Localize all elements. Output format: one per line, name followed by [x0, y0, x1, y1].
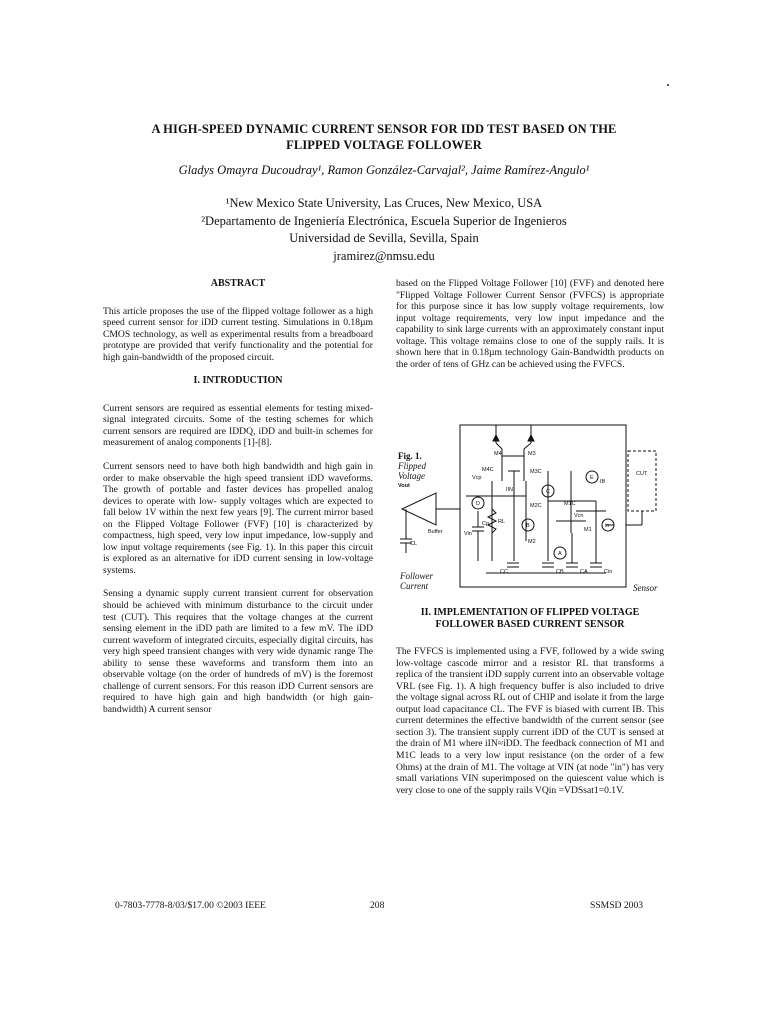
abstract-heading: ABSTRACT — [210, 278, 266, 289]
intro-heading: I. INTRODUCTION — [193, 375, 283, 387]
label-node-a: A — [558, 551, 562, 557]
affiliation-2: ²Departamento de Ingeniería Electrónica, Escuela Superior de Ingenieros — [201, 213, 567, 228]
fvfcs-intro-paragraph: based on the Flipped Voltage Follower [10] (FVF) and denoted here "Flipped Voltage Follower Current Sensor (FVFCS) is appropriate for this purpose since it has low supply voltage requirements, low input voltage requirements, very low input impedance and the capability to sink large currents with an approximately constant input voltage. This voltage remains close to one of the supply rails. It is shown here that in 0.18µm technology Gain-Bandwidth products on the order of tens of GHz can be achieved using the FVFCS. — [396, 278, 664, 370]
label-cin: Cin — [604, 569, 613, 575]
intro-paragraph-2: Current sensors need to have both high bandwidth and high gain in order to make observable the high speed transient iDD waveforms. The growth of portable and faster devices has propelled analog devices to operate with low- supply voltages which are expected to fall below 1V within the next few years [9]. The current mirror based on the Flipped Voltage Follower (FVF) [10] is characterized by compactness, high speed, very low input impedance, low-supply and low input voltage requirements (see Fig. 1). In this paper this circuit is explored as an alternative for iDD current sensing in low-voltage systems. — [103, 461, 373, 576]
circuit-schematic — [396, 421, 664, 599]
label-buffer: Buffer — [428, 529, 443, 535]
label-vout: Vout — [398, 483, 410, 489]
label-rl: RL — [498, 519, 506, 525]
label-vcp: Vcp — [472, 475, 482, 481]
label-m3c: M3C — [530, 469, 542, 475]
label-m1c: M1C — [564, 501, 576, 507]
abstract-text: This article proposes the use of the flipped voltage follower as a high speed current sensor for iDD current testing. Simulations in 0.18µm CMOS technology, as well as experimental results from a breadboard prototype are provided that verify functionality and the potential for high gain-bandwidth of the proposed circuit. — [103, 305, 373, 363]
label-cc: CC — [500, 569, 508, 575]
label-m2c: M2C — [530, 503, 542, 509]
label-m4c: M4C — [482, 467, 494, 473]
authors: Gladys Omayra Ducoudray¹, Ramon González-Carvajal², Jaime Ramírez-Angulo¹ — [178, 163, 590, 177]
figure-caption-right: Sensor — [633, 583, 658, 593]
label-ib: IB — [600, 479, 606, 485]
label-vin: Vin — [464, 531, 472, 537]
title-line-2: FLIPPED VOLTAGE FOLLOWER — [286, 138, 482, 152]
label-cl: CL — [410, 541, 418, 547]
label-iin: IIN — [506, 487, 514, 493]
affiliations — [60, 195, 708, 265]
intro-paragraph-3: Sensing a dynamic supply current transient current for observation should be achieved with minimum disturbance to the circuit under test (CUT). This requires that the voltage changes at the current sensing element in the iDD path are limited to a few mV. The iDD current waveform of integrated circuits, especially digital circuits, has very high speed transient changes with very wide dynamic range The ability to sense these waveforms and transform them into an observable voltage (on the order of hundreds of mV) is the foremost challenge of current sensors. For this reason iDD Current sensors are required to have high gain and high bandwidth (or high gain-bandwidth) A current sensor — [103, 588, 373, 715]
buffer-triangle — [402, 493, 436, 525]
label-node-in: in — [605, 523, 610, 529]
label-m1: M1 — [584, 527, 592, 533]
label-cp: Cp — [482, 521, 490, 527]
affiliation-1: ¹New Mexico State University, Las Cruces, New Mexico, USA — [225, 196, 543, 210]
label-cb: CB — [556, 569, 564, 575]
label-m3: M3 — [528, 451, 536, 457]
footer-conference: SSMSD 2003 — [590, 900, 644, 911]
page-number: 208 — [370, 900, 385, 911]
label-m2: M2 — [528, 539, 536, 545]
stray-mark — [667, 84, 669, 86]
figure-label: Fig. 1. — [398, 451, 422, 461]
section-2-text: The FVFCS is implemented using a FVF, followed by a wide swing low-voltage cascode mirror and a resistor RL that transforms a replica of the transient iDD supply current into an observable voltage VRL (see Fig. 1). A high frequency buffer is also included to drive the voltage signal across RL out of CHIP and isolate it from the large output load capacitance CL. The FVF is biased with current IB. This current determines the effective bandwidth of the current sensor (see section 3). The transient supply current iDD of the CUT is sensed at the drain of M1 where iIN≈iDD. The feedback connection of M1 and M1C leads to a very low input resistance (on the order of a few Ohms) at the drain of M1. The voltage at VIN (at node "in") has very small variations VIN superimposed on the quiescent value which is very close to one of the supply rails VQin =VDSsat1=0.1V. — [396, 646, 664, 796]
affiliation-3: Universidad de Sevilla, Sevilla, Spain — [289, 231, 479, 245]
label-node-d: D — [476, 501, 480, 507]
figure-1 — [396, 421, 664, 599]
label-node-b: B — [526, 523, 530, 529]
figure-caption-bottom: Follower Current — [400, 571, 433, 591]
intro-paragraph-1: Current sensors are required as essential elements for testing mixed-signal integrated circuits. Some of the testing schemes for which current sensors are required are IDDQ, iDD and built-in schemes for measurement of analog components [1]-[8]. — [103, 402, 373, 449]
label-node-e: E — [590, 475, 594, 481]
paper-title — [60, 121, 708, 153]
right-column-top — [396, 278, 664, 382]
footer-copyright: 0-7803-7778-8/03/$17.00 ©2003 IEEE — [115, 900, 266, 911]
contact-email: jramirez@nmsu.edu — [333, 248, 435, 263]
section-2-heading-line-1: II. IMPLEMENTATION OF FLIPPED VOLTAGE — [420, 607, 640, 618]
cut-box — [628, 451, 656, 511]
figure-caption-top: Fig. 1. Flipped Voltage — [398, 451, 426, 481]
section-2 — [396, 607, 664, 808]
label-ca: CA — [580, 569, 588, 575]
section-2-heading-line-2: FOLLOWER BASED CURRENT SENSOR — [435, 618, 625, 630]
label-node-c: C — [546, 489, 550, 495]
left-column — [103, 278, 373, 728]
label-m4: M4 — [494, 451, 502, 457]
label-vcn: Vcn — [574, 513, 584, 519]
label-cut: CUT — [636, 471, 648, 477]
title-line-1: A HIGH-SPEED DYNAMIC CURRENT SENSOR FOR IDD TEST BASED ON THE — [151, 122, 617, 136]
